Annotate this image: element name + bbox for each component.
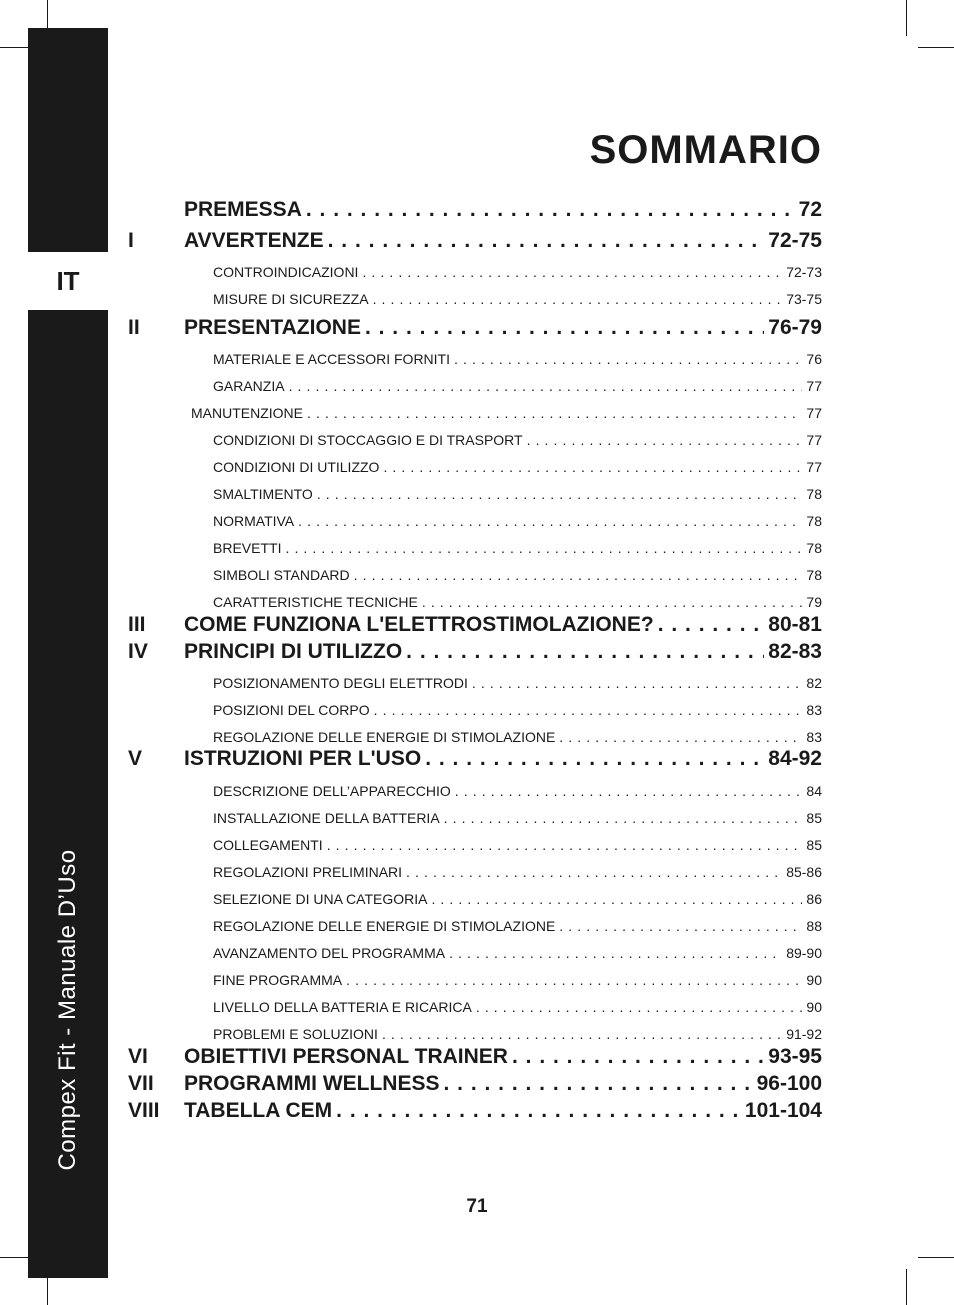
toc-label: LIVELLO DELLA BATTERIA E RICARICA xyxy=(213,999,472,1015)
toc-section xyxy=(0,313,954,340)
toc-leader-dots xyxy=(289,378,803,394)
toc-subsection xyxy=(0,907,954,934)
toc-section xyxy=(0,1096,954,1123)
toc-label: SMALTIMENTO xyxy=(213,486,313,502)
toc-label: POSIZIONAMENTO DEGLI ELETTRODI xyxy=(213,675,468,691)
crop-mark xyxy=(906,0,907,36)
toc-label: COME FUNZIONA L'ELETTROSTIMOLAZIONE? xyxy=(184,613,654,636)
toc-label: PRINCIPI DI UTILIZZO xyxy=(184,640,403,663)
toc-entry xyxy=(213,891,822,907)
toc-entry xyxy=(213,972,822,988)
toc-page-number: 88 xyxy=(806,918,822,934)
toc-page-number: 72 xyxy=(798,198,822,221)
toc-leader-dots xyxy=(425,747,764,771)
toc-leader-dots xyxy=(336,1099,741,1123)
toc-entry xyxy=(213,864,822,880)
toc-subsection xyxy=(0,1015,954,1042)
toc-page-number: 82 xyxy=(806,675,822,691)
toc-entry xyxy=(184,316,822,340)
toc-subsection xyxy=(0,826,954,853)
toc-page-number: 101-104 xyxy=(744,1099,822,1122)
toc-page-number: 73-75 xyxy=(786,291,822,307)
toc-section xyxy=(0,226,954,253)
language-tag: IT xyxy=(56,265,80,296)
toc-page-number: 76 xyxy=(806,351,822,367)
toc-page-number: 84 xyxy=(806,783,822,799)
toc-label: CONDIZIONI DI STOCCAGGIO E DI TRASPORT xyxy=(213,432,523,448)
toc-label: CONDIZIONI DI UTILIZZO xyxy=(213,459,380,475)
toc-page-number: 80-81 xyxy=(768,613,822,636)
toc-section xyxy=(0,744,954,771)
toc-page-number: 96-100 xyxy=(756,1072,822,1095)
toc-label: MATERIALE E ACCESSORI FORNITI xyxy=(213,351,451,367)
toc-subsection xyxy=(0,664,954,691)
toc-section xyxy=(0,1042,954,1069)
toc-leader-dots xyxy=(298,513,802,529)
toc-page-number: 84-92 xyxy=(768,747,822,770)
toc-subsection xyxy=(0,280,954,307)
toc-label: TABELLA CEM xyxy=(184,1099,333,1122)
toc-leader-dots xyxy=(373,291,783,307)
toc-subsection xyxy=(0,556,954,583)
toc-entry xyxy=(213,945,822,961)
toc-leader-dots xyxy=(422,594,803,610)
toc-page-number: 85 xyxy=(806,810,822,826)
toc-section xyxy=(0,610,954,637)
toc-entry xyxy=(213,291,822,307)
toc-subsection xyxy=(0,718,954,745)
toc-section-number: III xyxy=(128,613,146,636)
toc-subsection xyxy=(0,853,954,880)
toc-subsection xyxy=(0,772,954,799)
toc-leader-dots xyxy=(306,198,795,222)
toc-entry xyxy=(213,729,822,745)
toc-leader-dots xyxy=(346,972,802,988)
toc-entry xyxy=(184,1099,822,1123)
toc-page-number: 76-79 xyxy=(768,316,822,339)
toc-label: PROBLEMI E SOLUZIONI xyxy=(213,1026,378,1042)
toc-page-number: 78 xyxy=(806,540,822,556)
toc-section xyxy=(0,637,954,664)
toc-entry xyxy=(213,351,822,367)
toc-label: CARATTERISTICHE TECNICHE xyxy=(213,594,418,610)
toc-page-number: 77 xyxy=(806,432,822,448)
toc-entry xyxy=(184,747,822,771)
toc-label: CONTROINDICAZIONI xyxy=(213,264,359,280)
toc-subsection xyxy=(0,394,954,421)
toc-subsection xyxy=(0,502,954,529)
toc-entry xyxy=(213,432,822,448)
toc-leader-dots xyxy=(362,264,782,280)
toc-page-number: 77 xyxy=(806,459,822,475)
toc-page-number: 77 xyxy=(806,378,822,394)
toc-entry xyxy=(184,640,822,664)
toc-subsection xyxy=(0,880,954,907)
toc-entry xyxy=(213,513,822,529)
toc-label: OBIETTIVI PERSONAL TRAINER xyxy=(184,1045,508,1068)
toc-leader-dots xyxy=(527,432,803,448)
toc-leader-dots xyxy=(383,459,802,475)
toc-leader-dots xyxy=(285,540,802,556)
toc-entry xyxy=(213,486,822,502)
toc-entry xyxy=(213,999,822,1015)
toc-label: COLLEGAMENTI xyxy=(213,837,323,853)
toc-entry xyxy=(184,198,822,222)
toc-leader-dots xyxy=(328,229,765,253)
page-number: 71 xyxy=(466,1196,488,1217)
toc-entry xyxy=(184,1045,822,1069)
toc-leader-dots xyxy=(354,567,803,583)
toc-section-number: V xyxy=(128,747,143,770)
toc-leader-dots xyxy=(317,486,803,502)
toc-entry xyxy=(184,613,822,637)
toc-page-number: 83 xyxy=(806,702,822,718)
toc-entry xyxy=(213,459,822,475)
toc-page-number: 85 xyxy=(806,837,822,853)
toc-label: AVVERTENZE xyxy=(184,229,324,252)
toc-label: ISTRUZIONI PER L'USO xyxy=(184,747,422,770)
toc-label: BREVETTI xyxy=(213,540,282,556)
toc-entry xyxy=(184,229,822,253)
toc-label: FINE PROGRAMMA xyxy=(213,972,343,988)
toc-entry xyxy=(213,702,822,718)
toc-subsection xyxy=(0,421,954,448)
sidebar-manual-title: Compex Fit - Manuale D’Uso xyxy=(54,849,81,1171)
toc-leader-dots xyxy=(382,1026,782,1042)
toc-entry xyxy=(213,837,822,853)
toc-page-number: 85-86 xyxy=(786,864,822,880)
toc-entry xyxy=(213,1026,822,1042)
toc-page-number: 78 xyxy=(806,486,822,502)
toc-subsection xyxy=(0,583,954,610)
toc-page-number: 89-90 xyxy=(786,945,822,961)
crop-mark xyxy=(918,1257,954,1258)
toc-subsection xyxy=(0,448,954,475)
toc-entry xyxy=(213,567,822,583)
toc-page-number: 78 xyxy=(806,513,822,529)
toc-label: NORMATIVA xyxy=(213,513,295,529)
toc-page-number: 93-95 xyxy=(768,1045,822,1068)
toc-page-number: 77 xyxy=(806,405,822,421)
toc-page-number: 78 xyxy=(806,567,822,583)
toc-leader-dots xyxy=(365,316,764,340)
toc-label: PROGRAMMI WELLNESS xyxy=(184,1072,440,1095)
toc-label: REGOLAZIONE DELLE ENERGIE DI STIMOLAZIONE xyxy=(213,729,556,745)
toc-subsection xyxy=(0,691,954,718)
toc-subsection xyxy=(0,340,954,367)
toc-subsection xyxy=(0,529,954,556)
toc-label: REGOLAZIONE DELLE ENERGIE DI STIMOLAZIONE xyxy=(213,918,556,934)
toc-entry xyxy=(213,264,822,280)
toc-subsection xyxy=(0,934,954,961)
toc-label: GARANZIA xyxy=(213,378,285,394)
toc-label: MANUTENZIONE xyxy=(191,405,303,421)
toc-leader-dots xyxy=(431,891,802,907)
toc-page-number: 90 xyxy=(806,999,822,1015)
toc-entry xyxy=(191,405,822,421)
page-title: SOMMARIO xyxy=(589,128,822,172)
toc-page-number: 72-75 xyxy=(768,229,822,252)
toc-label: REGOLAZIONI PRELIMINARI xyxy=(213,864,403,880)
toc-leader-dots xyxy=(559,918,802,934)
toc-leader-dots xyxy=(472,675,803,691)
toc-page-number: 79 xyxy=(806,594,822,610)
toc-leader-dots xyxy=(406,864,782,880)
toc-section-number: II xyxy=(128,316,140,339)
crop-mark xyxy=(906,1269,907,1305)
toc-entry xyxy=(213,378,822,394)
toc-subsection xyxy=(0,799,954,826)
toc-section-number: VIII xyxy=(128,1099,160,1122)
toc-section-number: IV xyxy=(128,640,148,663)
toc-section xyxy=(0,195,954,222)
toc-leader-dots xyxy=(455,783,803,799)
toc-page-number: 83 xyxy=(806,729,822,745)
toc-leader-dots xyxy=(444,810,803,826)
toc-leader-dots xyxy=(449,945,782,961)
toc-page-number: 91-92 xyxy=(786,1026,822,1042)
toc-label: INSTALLAZIONE DELLA BATTERIA xyxy=(213,810,440,826)
toc-section xyxy=(0,1069,954,1096)
toc-label: SELEZIONE DI UNA CATEGORIA xyxy=(213,891,428,907)
toc-section-number: VI xyxy=(128,1045,148,1068)
toc-leader-dots xyxy=(444,1072,753,1096)
toc-label: PRESENTAZIONE xyxy=(184,316,361,339)
toc-page-number: 72-73 xyxy=(786,264,822,280)
toc-entry xyxy=(213,783,822,799)
toc-subsection xyxy=(0,988,954,1015)
toc-leader-dots xyxy=(327,837,803,853)
toc-page-number: 86 xyxy=(806,891,822,907)
toc-entry xyxy=(184,1072,822,1096)
toc-entry xyxy=(213,810,822,826)
toc-entry xyxy=(213,540,822,556)
toc-leader-dots xyxy=(307,405,802,421)
toc-subsection xyxy=(0,961,954,988)
toc-leader-dots xyxy=(374,702,803,718)
toc-label: POSIZIONI DEL CORPO xyxy=(213,702,370,718)
toc-label: SIMBOLI STANDARD xyxy=(213,567,350,583)
toc-leader-dots xyxy=(658,613,765,637)
toc-page-number: 90 xyxy=(806,972,822,988)
toc-leader-dots xyxy=(476,999,803,1015)
toc-label: AVANZAMENTO DEL PROGRAMMA xyxy=(213,945,446,961)
toc-label: PREMESSA xyxy=(184,198,302,221)
toc-entry xyxy=(213,918,822,934)
toc-subsection xyxy=(0,475,954,502)
toc-page-number: 82-83 xyxy=(768,640,822,663)
toc-entry xyxy=(213,594,822,610)
toc-entry xyxy=(213,675,822,691)
toc-section-number: VII xyxy=(128,1072,154,1095)
toc-leader-dots xyxy=(406,640,764,664)
toc-leader-dots xyxy=(512,1045,764,1069)
toc-label: MISURE DI SICUREZZA xyxy=(213,291,369,307)
toc-leader-dots xyxy=(454,351,802,367)
toc-leader-dots xyxy=(559,729,802,745)
toc-subsection xyxy=(0,253,954,280)
toc-section-number: I xyxy=(128,229,134,252)
toc-subsection xyxy=(0,367,954,394)
crop-mark xyxy=(918,47,954,48)
toc-label: DESCRIZIONE DELL’APPARECCHIO xyxy=(213,783,451,799)
